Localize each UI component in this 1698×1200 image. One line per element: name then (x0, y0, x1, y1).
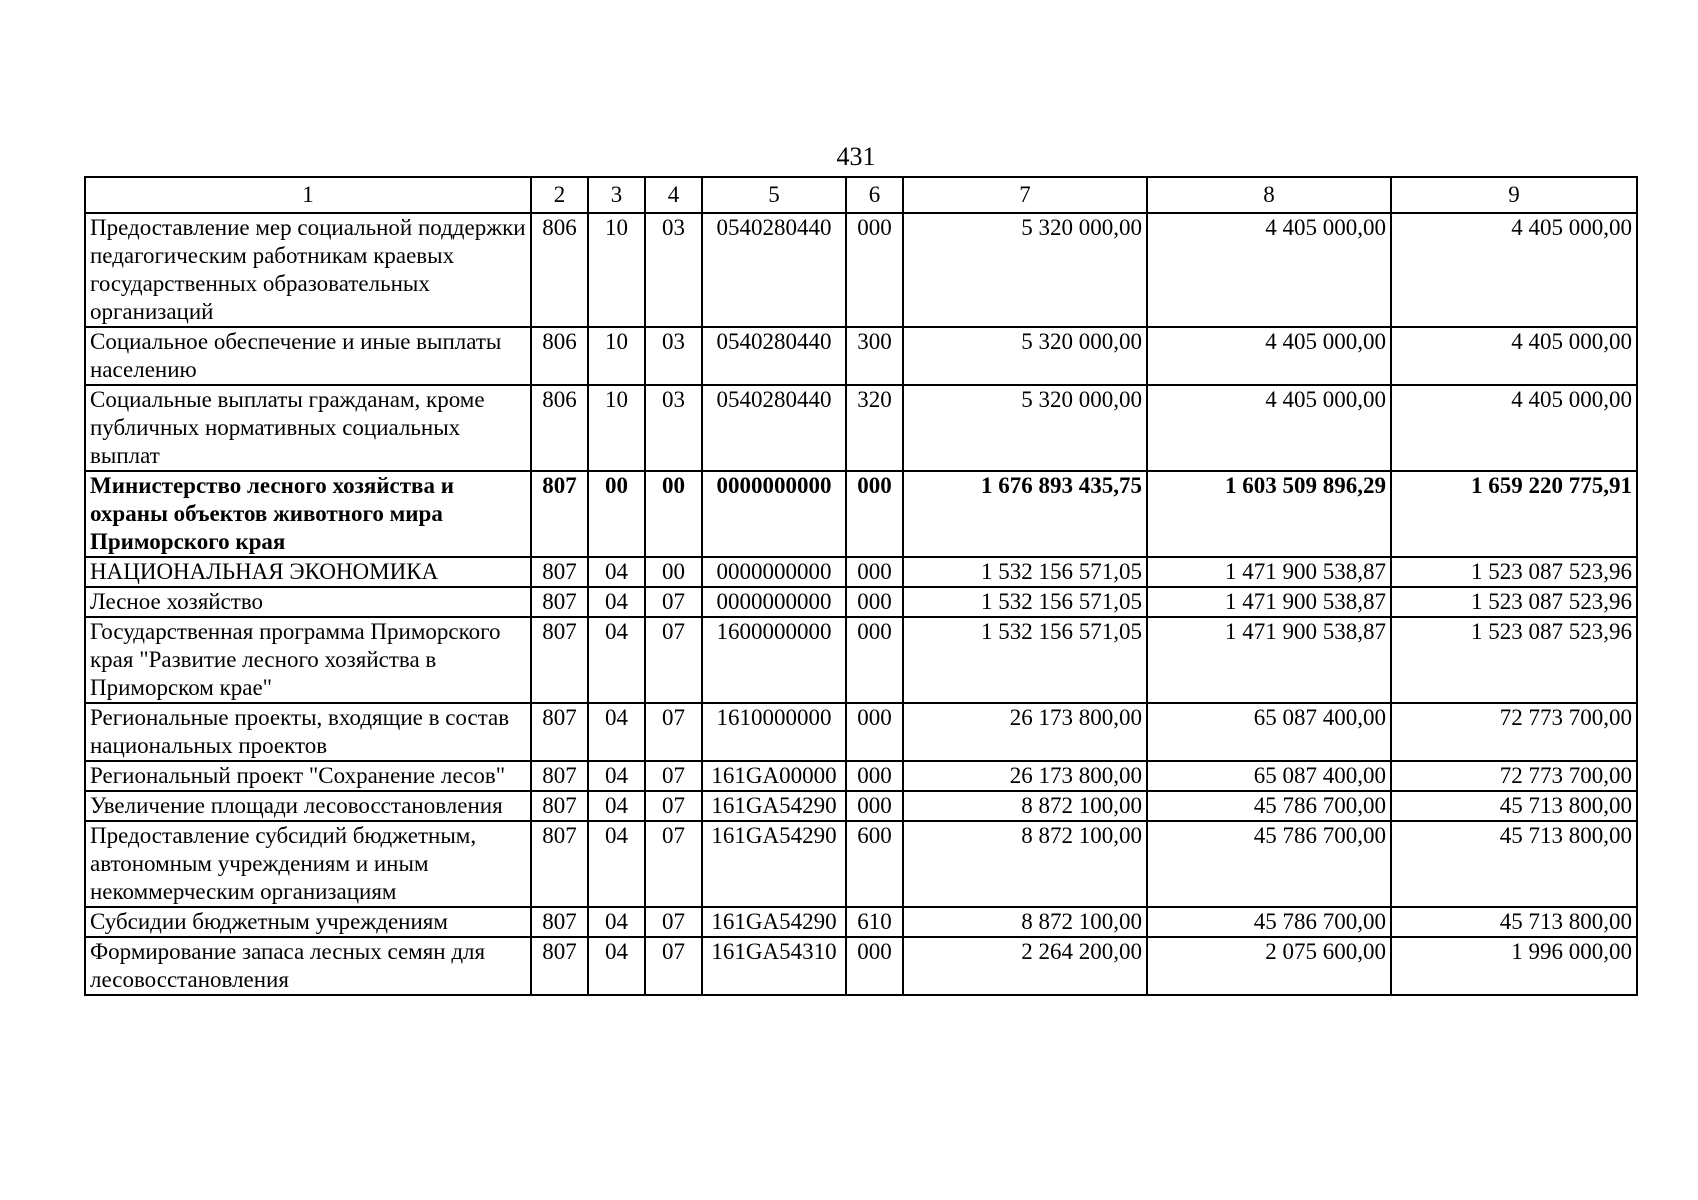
table-row (85, 907, 1637, 937)
row-code-5: 161GA54310 (702, 937, 846, 995)
row-code-4: 00 (645, 471, 702, 557)
row-code-6: 320 (846, 385, 903, 471)
row-value-7: 8 872 100,00 (903, 907, 1147, 937)
row-code-3: 10 (588, 213, 645, 327)
header-cell-5: 5 (702, 177, 846, 213)
row-name: Предоставление мер социальной поддержки педагогическим работникам краевых государственных образовательных организаций (85, 213, 531, 327)
header-cell-2: 2 (531, 177, 588, 213)
row-value-9: 45 713 800,00 (1391, 791, 1637, 821)
row-code-6: 000 (846, 617, 903, 703)
row-value-8: 65 087 400,00 (1147, 703, 1391, 761)
row-code-2: 806 (531, 327, 588, 385)
header-cell-9: 9 (1391, 177, 1637, 213)
row-code-4: 00 (645, 557, 702, 587)
row-code-6: 000 (846, 557, 903, 587)
row-code-3: 00 (588, 471, 645, 557)
table-row (85, 821, 1637, 907)
row-value-7: 1 532 156 571,05 (903, 557, 1147, 587)
row-code-3: 04 (588, 791, 645, 821)
row-code-2: 806 (531, 385, 588, 471)
table-row (85, 587, 1637, 617)
row-value-8: 1 471 900 538,87 (1147, 587, 1391, 617)
row-code-5: 0540280440 (702, 385, 846, 471)
row-code-5: 161GA54290 (702, 791, 846, 821)
row-name: НАЦИОНАЛЬНАЯ ЭКОНОМИКА (85, 557, 531, 587)
row-code-6: 600 (846, 821, 903, 907)
header-cell-6: 6 (846, 177, 903, 213)
header-cell-3: 3 (588, 177, 645, 213)
row-code-3: 04 (588, 703, 645, 761)
row-name: Региональный проект "Сохранение лесов" (85, 761, 531, 791)
row-code-3: 04 (588, 907, 645, 937)
row-name: Социальные выплаты гражданам, кроме публичных нормативных социальных выплат (85, 385, 531, 471)
row-code-4: 07 (645, 821, 702, 907)
row-code-3: 04 (588, 937, 645, 995)
row-code-2: 807 (531, 557, 588, 587)
row-value-9: 72 773 700,00 (1391, 761, 1637, 791)
row-code-6: 000 (846, 703, 903, 761)
row-name: Министерство лесного хозяйства и охраны объектов животного мира Приморского края (85, 471, 531, 557)
row-value-8: 4 405 000,00 (1147, 327, 1391, 385)
row-code-4: 07 (645, 791, 702, 821)
row-code-3: 04 (588, 587, 645, 617)
row-value-8: 1 471 900 538,87 (1147, 617, 1391, 703)
row-value-8: 4 405 000,00 (1147, 385, 1391, 471)
row-value-7: 1 532 156 571,05 (903, 617, 1147, 703)
row-code-6: 000 (846, 587, 903, 617)
row-code-2: 806 (531, 213, 588, 327)
row-value-7: 26 173 800,00 (903, 703, 1147, 761)
row-code-2: 807 (531, 937, 588, 995)
row-value-8: 4 405 000,00 (1147, 213, 1391, 327)
row-name: Предоставление субсидий бюджетным, автономным учреждениям и иным некоммерческим организациям (85, 821, 531, 907)
row-name: Субсидии бюджетным учреждениям (85, 907, 531, 937)
row-code-2: 807 (531, 617, 588, 703)
row-name: Региональные проекты, входящие в состав национальных проектов (85, 703, 531, 761)
row-code-4: 07 (645, 907, 702, 937)
row-code-4: 03 (645, 213, 702, 327)
row-name: Лесное хозяйство (85, 587, 531, 617)
row-value-8: 45 786 700,00 (1147, 791, 1391, 821)
table-row (85, 557, 1637, 587)
row-code-6: 000 (846, 471, 903, 557)
row-value-9: 45 713 800,00 (1391, 907, 1637, 937)
header-cell-8: 8 (1147, 177, 1391, 213)
row-value-9: 1 523 087 523,96 (1391, 587, 1637, 617)
row-code-2: 807 (531, 703, 588, 761)
row-code-6: 000 (846, 213, 903, 327)
row-value-8: 1 471 900 538,87 (1147, 557, 1391, 587)
row-value-8: 65 087 400,00 (1147, 761, 1391, 791)
row-value-9: 4 405 000,00 (1391, 385, 1637, 471)
row-code-5: 1600000000 (702, 617, 846, 703)
row-value-9: 45 713 800,00 (1391, 821, 1637, 907)
row-code-3: 04 (588, 761, 645, 791)
row-code-4: 03 (645, 385, 702, 471)
header-cell-4: 4 (645, 177, 702, 213)
row-code-5: 161GA00000 (702, 761, 846, 791)
row-code-5: 161GA54290 (702, 907, 846, 937)
row-value-9: 1 523 087 523,96 (1391, 617, 1637, 703)
row-value-8: 45 786 700,00 (1147, 907, 1391, 937)
row-code-5: 0000000000 (702, 587, 846, 617)
row-code-2: 807 (531, 907, 588, 937)
row-value-9: 1 996 000,00 (1391, 937, 1637, 995)
row-code-6: 000 (846, 937, 903, 995)
row-value-7: 5 320 000,00 (903, 327, 1147, 385)
row-code-3: 04 (588, 821, 645, 907)
row-value-9: 1 659 220 775,91 (1391, 471, 1637, 557)
row-value-8: 1 603 509 896,29 (1147, 471, 1391, 557)
row-code-6: 000 (846, 761, 903, 791)
row-code-5: 0540280440 (702, 327, 846, 385)
row-value-9: 4 405 000,00 (1391, 213, 1637, 327)
table-row (85, 327, 1637, 385)
table-row (85, 761, 1637, 791)
table-row (85, 213, 1637, 327)
row-code-4: 07 (645, 617, 702, 703)
row-code-4: 07 (645, 761, 702, 791)
row-code-5: 0000000000 (702, 557, 846, 587)
row-code-2: 807 (531, 761, 588, 791)
row-code-5: 0000000000 (702, 471, 846, 557)
row-name: Социальное обеспечение и иные выплаты населению (85, 327, 531, 385)
row-value-9: 1 523 087 523,96 (1391, 557, 1637, 587)
header-row (85, 177, 1637, 213)
header-cell-1: 1 (85, 177, 531, 213)
row-code-4: 03 (645, 327, 702, 385)
budget-table (84, 176, 1638, 996)
row-value-7: 5 320 000,00 (903, 213, 1147, 327)
row-code-3: 10 (588, 327, 645, 385)
table-row-ministry (85, 471, 1637, 557)
row-code-3: 04 (588, 617, 645, 703)
row-code-2: 807 (531, 471, 588, 557)
table-row (85, 791, 1637, 821)
table-row (85, 937, 1637, 995)
row-code-2: 807 (531, 791, 588, 821)
row-value-9: 4 405 000,00 (1391, 327, 1637, 385)
row-code-5: 1610000000 (702, 703, 846, 761)
row-value-7: 2 264 200,00 (903, 937, 1147, 995)
row-value-8: 2 075 600,00 (1147, 937, 1391, 995)
row-value-7: 8 872 100,00 (903, 821, 1147, 907)
row-value-7: 1 532 156 571,05 (903, 587, 1147, 617)
row-code-6: 000 (846, 791, 903, 821)
row-code-2: 807 (531, 821, 588, 907)
row-value-7: 8 872 100,00 (903, 791, 1147, 821)
row-code-6: 610 (846, 907, 903, 937)
row-code-5: 161GA54290 (702, 821, 846, 907)
row-value-8: 45 786 700,00 (1147, 821, 1391, 907)
row-value-7: 26 173 800,00 (903, 761, 1147, 791)
row-code-6: 300 (846, 327, 903, 385)
table-row (85, 385, 1637, 471)
table-row (85, 703, 1637, 761)
row-name: Увеличение площади лесовосстановления (85, 791, 531, 821)
row-code-2: 807 (531, 587, 588, 617)
row-value-9: 72 773 700,00 (1391, 703, 1637, 761)
page-number: 431 (836, 142, 876, 171)
row-value-7: 5 320 000,00 (903, 385, 1147, 471)
row-name: Государственная программа Приморского края "Развитие лесного хозяйства в Приморском крае" (85, 617, 531, 703)
row-code-4: 07 (645, 703, 702, 761)
row-code-4: 07 (645, 937, 702, 995)
table-row (85, 617, 1637, 703)
row-name: Формирование запаса лесных семян для лесовосстановления (85, 937, 531, 995)
header-cell-7: 7 (903, 177, 1147, 213)
row-value-7: 1 676 893 435,75 (903, 471, 1147, 557)
row-code-3: 04 (588, 557, 645, 587)
row-code-3: 10 (588, 385, 645, 471)
row-code-4: 07 (645, 587, 702, 617)
row-code-5: 0540280440 (702, 213, 846, 327)
